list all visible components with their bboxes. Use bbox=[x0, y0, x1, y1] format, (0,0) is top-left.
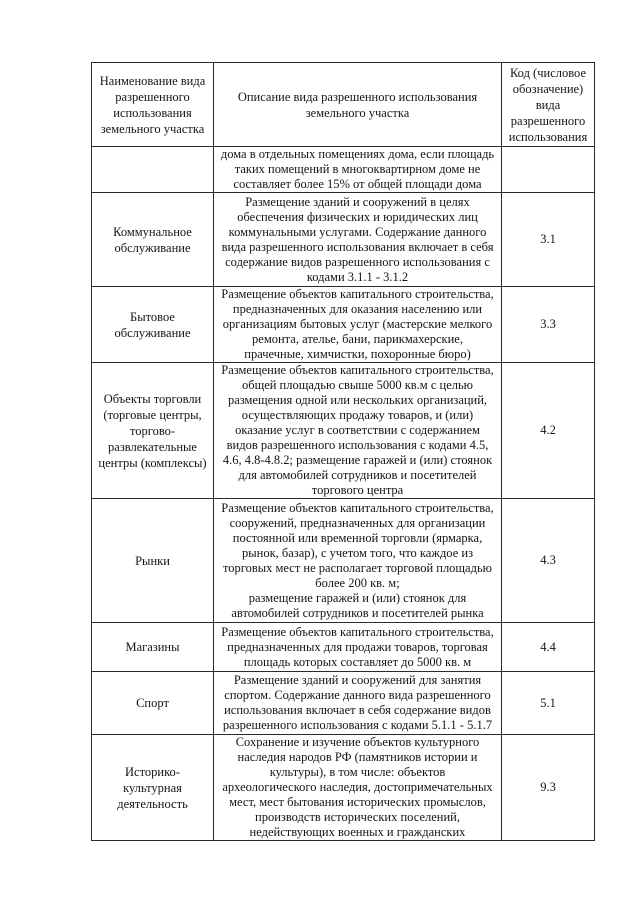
use-name-line: Магазины bbox=[125, 640, 180, 654]
text-line: Размещение зданий и сооружений в целях bbox=[245, 194, 470, 209]
table-row bbox=[92, 623, 595, 672]
header-code-line: Код (числовое bbox=[509, 65, 587, 80]
text-line: для автомобилей сотрудников и посетителей bbox=[238, 468, 477, 482]
text-line: вида разрешенного использования включает в себя bbox=[221, 239, 494, 254]
text-line: видов разрешенного использования с кодами 4.5, bbox=[226, 438, 489, 452]
text-line: Размещение зданий и сооружений для занятия bbox=[233, 673, 482, 687]
text-line: использования включает в себя содержание видов bbox=[224, 703, 491, 717]
use-name-cell bbox=[92, 363, 214, 499]
use-name-line: центры (комплексы) bbox=[98, 455, 207, 470]
header-description-cell bbox=[214, 63, 502, 147]
use-code: 3.3 bbox=[540, 317, 556, 331]
text-line: обеспечения физических и юридических лиц bbox=[237, 209, 478, 224]
text-line: организациям бытовых услуг (мастерские мелкого bbox=[222, 317, 493, 331]
use-code-cell bbox=[502, 287, 595, 363]
header-name-line: земельного участка bbox=[100, 121, 205, 136]
header-code-cell bbox=[502, 63, 595, 147]
text-line: Сохранение и изучение объектов культурного bbox=[235, 735, 480, 749]
text-line: мест, мест бытования исторических промыслов, bbox=[229, 795, 486, 809]
text-line: более 200 кв. м; bbox=[315, 575, 400, 590]
table-row bbox=[92, 363, 595, 499]
use-name-line: Историко- bbox=[125, 764, 180, 779]
use-name-cell bbox=[92, 623, 214, 672]
use-name-line: Рынки bbox=[135, 553, 170, 568]
text-line: оказание услуг в соответствии с содержанием bbox=[235, 423, 480, 437]
use-name-cell bbox=[92, 672, 214, 735]
text-line: площадь которых составляет до 5000 кв. м bbox=[243, 654, 472, 669]
use-name-cell bbox=[92, 499, 214, 623]
use-code-cell bbox=[502, 735, 595, 841]
text-line: размещения одной или нескольких организаций, bbox=[227, 393, 488, 407]
header-name-line: использования bbox=[113, 105, 192, 120]
use-description-cell bbox=[214, 147, 502, 193]
text-line: Размещение объектов капитального строительства, bbox=[221, 624, 494, 639]
text-line: спортом. Содержание данного вида разрешенного bbox=[224, 688, 491, 702]
use-code-cell bbox=[502, 672, 595, 735]
text-line: коммунальными услугами. Содержание данного bbox=[228, 224, 487, 239]
use-code-cell bbox=[502, 499, 595, 623]
use-name-line: обслуживание bbox=[114, 240, 191, 255]
use-name-line: Коммунальное bbox=[113, 224, 192, 239]
text-line: Размещение объектов капитального строительства, bbox=[221, 500, 494, 515]
text-line: предназначенных для продажи товаров, торговая bbox=[227, 639, 488, 654]
use-code-cell bbox=[502, 193, 595, 287]
header-code-line: обозначение) bbox=[512, 81, 584, 96]
text-line: археологического наследия, достопримечательных bbox=[222, 780, 493, 794]
use-description-cell bbox=[214, 623, 502, 672]
use-name-line: торгово- bbox=[129, 423, 176, 438]
use-name-line: деятельность bbox=[117, 796, 188, 811]
use-code: 5.1 bbox=[540, 695, 556, 710]
header-code-line: разрешенного bbox=[510, 113, 586, 128]
use-name-line: обслуживание bbox=[114, 325, 191, 340]
header-code-line: вида bbox=[535, 97, 561, 112]
text-line: Размещение объектов капитального строительства, bbox=[221, 287, 494, 301]
text-line: осуществляющих продажу товаров, и (или) bbox=[241, 408, 474, 422]
use-name-line: развлекательные bbox=[108, 439, 197, 454]
header-name-line: разрешенного bbox=[115, 89, 190, 104]
text-line: недействующих военных и гражданских bbox=[249, 825, 466, 839]
text-line: дома в отдельных помещениях дома, если площадь bbox=[220, 147, 495, 161]
use-description-cell bbox=[214, 363, 502, 499]
text-line: производств исторических поселений, bbox=[255, 810, 460, 824]
text-line: рынок, базар), с учетом того, что каждое из bbox=[241, 545, 474, 560]
use-code: 4.3 bbox=[540, 553, 556, 567]
text-line: ремонта, ателье, бани, парикмахерские, bbox=[252, 332, 463, 346]
use-code-cell bbox=[502, 147, 595, 193]
use-name-line: Спорт bbox=[136, 696, 169, 710]
use-code: 9.3 bbox=[540, 780, 556, 794]
use-description-cell bbox=[214, 499, 502, 623]
text-line: постоянной или временной торговли (ярмарка, bbox=[232, 530, 483, 545]
text-line: общей площадью свыше 5000 кв.м с целью bbox=[241, 378, 474, 392]
use-name-line: Объекты торговли bbox=[103, 391, 202, 406]
text-line: размещение гаражей и (или) стоянок для bbox=[248, 590, 467, 605]
table-row bbox=[92, 672, 595, 735]
text-line: культуры), в том числе: объектов bbox=[269, 765, 446, 779]
text-line: Размещение объектов капитального строительства, bbox=[221, 363, 494, 377]
use-code: 3.1 bbox=[540, 232, 556, 246]
table-header-row bbox=[92, 63, 595, 147]
table-row bbox=[92, 147, 595, 193]
table-row bbox=[92, 193, 595, 287]
text-line: разрешенного использования с кодами 5.1.1 - 5.1.7 bbox=[222, 718, 493, 732]
use-description-cell bbox=[214, 193, 502, 287]
table-row bbox=[92, 499, 595, 623]
header-name-line: Наименование вида bbox=[99, 73, 206, 88]
header-description-line: Описание вида разрешенного использования bbox=[237, 89, 478, 104]
text-line: предназначенных для оказания населению или bbox=[232, 302, 483, 316]
use-description-cell bbox=[214, 672, 502, 735]
use-name-cell bbox=[92, 287, 214, 363]
use-name-cell bbox=[92, 735, 214, 841]
text-line: сооружений, предназначенных для организации bbox=[229, 515, 486, 530]
header-description-line: земельного участка bbox=[305, 105, 410, 120]
text-line: кодами 3.1.1 - 3.1.2 bbox=[306, 269, 409, 284]
text-line: автомобилей сотрудников и посетителей рынка bbox=[231, 605, 484, 620]
use-name-cell bbox=[92, 193, 214, 287]
text-line: 4.6, 4.8-4.8.2; размещение гаражей и (или) стоянок bbox=[222, 453, 493, 467]
text-line: содержание видов разрешенного использования с bbox=[225, 254, 490, 269]
text-line: составляет более 15% от общей площади дома bbox=[233, 177, 482, 191]
use-code-cell bbox=[502, 623, 595, 672]
use-code: 4.2 bbox=[540, 423, 556, 437]
table-row bbox=[92, 287, 595, 363]
use-name-line: (торговые центры, bbox=[103, 407, 202, 422]
text-line: наследия народов РФ (памятников истории и bbox=[237, 750, 478, 764]
use-description-cell bbox=[214, 287, 502, 363]
text-line: прачечные, химчистки, похоронные бюро) bbox=[244, 347, 471, 361]
use-code: 4.4 bbox=[540, 639, 556, 654]
use-code-cell bbox=[502, 363, 595, 499]
land-use-table bbox=[91, 62, 595, 841]
use-name-line: культурная bbox=[123, 780, 182, 795]
text-line: торгового центра bbox=[311, 483, 404, 497]
header-name-cell bbox=[92, 63, 214, 147]
use-description-cell bbox=[214, 735, 502, 841]
header-code-line: использования bbox=[508, 129, 588, 144]
use-name-line: Бытовое bbox=[130, 309, 175, 324]
text-line: таких помещений в многоквартирном доме не bbox=[234, 162, 481, 176]
use-name-cell bbox=[92, 147, 214, 193]
table-row bbox=[92, 735, 595, 841]
text-line: торговых мест не располагает торговой площадью bbox=[222, 560, 493, 575]
